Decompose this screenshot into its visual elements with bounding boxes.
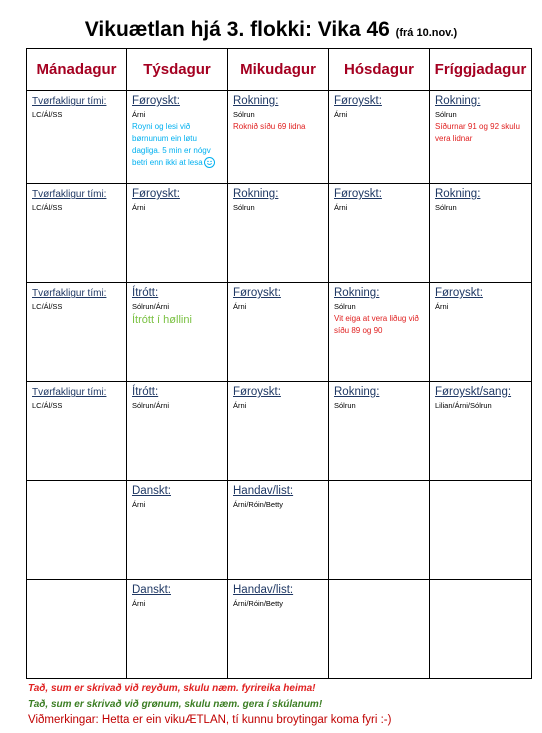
- schedule-cell: [329, 382, 430, 481]
- homework-note: [233, 121, 323, 133]
- day-header: Mikudagur: [228, 49, 329, 91]
- schedule-cell: [127, 184, 228, 283]
- schedule-cell: [430, 481, 532, 580]
- teacher-initials: Sólrun: [435, 203, 457, 212]
- subject-label: Handav/list:: [233, 485, 294, 497]
- schedule-row: [27, 382, 532, 481]
- schedule-cell: [228, 184, 329, 283]
- schedule-row: [27, 481, 532, 580]
- subject-label: Føroyskt/sang:: [435, 386, 512, 398]
- schedule-cell: [228, 382, 329, 481]
- homework-note-text: Ítrótt í høllini: [132, 314, 192, 326]
- schedule-cell: [228, 283, 329, 382]
- teacher-initials: Árni: [233, 401, 247, 410]
- schedule-cell: [127, 481, 228, 580]
- schedule-cell: [127, 580, 228, 679]
- schedule-cell: [430, 184, 532, 283]
- teacher-initials: Árni: [334, 110, 348, 119]
- schedule-row: [27, 283, 532, 382]
- schedule-cell: [27, 580, 127, 679]
- footer-note-green: Tað, sum er skrivað við grønum, skulu næm. gera í skúlanum!: [28, 699, 323, 710]
- schedule-cell: [27, 91, 127, 184]
- schedule-cell: [27, 382, 127, 481]
- schedule-cell: [430, 382, 532, 481]
- subject-label: Rokning:: [435, 95, 481, 107]
- subject-label: Rokning:: [435, 188, 481, 200]
- day-header: Mánadagur: [27, 49, 127, 91]
- subject-label: Danskt:: [132, 485, 171, 497]
- schedule-cell: [27, 184, 127, 283]
- teacher-initials: Sólrun/Árni: [132, 401, 170, 410]
- day-header: Týsdagur: [127, 49, 228, 91]
- subject-label: Tvørfakligur tími:: [32, 387, 107, 398]
- schedule-table: [26, 48, 532, 679]
- schedule-cell: [27, 481, 127, 580]
- homework-note: [435, 121, 526, 145]
- homework-note-text: Síðurnar 91 og 92 skulu vera lidnar: [435, 122, 520, 143]
- teacher-initials: Sólrun: [334, 401, 356, 410]
- subject-label: Rokning:: [334, 287, 380, 299]
- teacher-initials: LC/Ál/SS: [32, 110, 63, 119]
- schedule-cell: [228, 580, 329, 679]
- teacher-initials: Sólrun/Árni: [132, 302, 170, 311]
- teacher-initials: Sólrun: [233, 203, 255, 212]
- title-date: (frá 10.nov.): [395, 27, 458, 39]
- teacher-initials: Árni/Róin/Betty: [233, 599, 284, 608]
- teacher-initials: LC/Ál/SS: [32, 203, 63, 212]
- schedule-cell: [329, 184, 430, 283]
- subject-label: Føroyskt:: [334, 95, 382, 107]
- subject-label: Handav/list:: [233, 584, 294, 596]
- teacher-initials: Sólrun: [334, 302, 356, 311]
- schedule-cell: [430, 91, 532, 184]
- schedule-body: [27, 91, 532, 679]
- schedule-cell: [329, 91, 430, 184]
- subject-label: Føroyskt:: [132, 188, 180, 200]
- footer-remarks: Viðmerkingar: Hetta er ein vikuÆTLAN, tí kunnu broytingar koma fyri :-): [28, 714, 392, 726]
- teacher-initials: Árni: [132, 500, 146, 509]
- schedule-row: [27, 184, 532, 283]
- subject-label: Tvørfakligur tími:: [32, 189, 107, 200]
- schedule-cell: [127, 382, 228, 481]
- page-title: [0, 18, 542, 42]
- day-header-row: [27, 49, 532, 91]
- homework-note: [334, 313, 424, 337]
- teacher-initials: Sólrun: [233, 110, 255, 119]
- subject-label: Føroyskt:: [233, 386, 281, 398]
- schedule-cell: [329, 481, 430, 580]
- footer-note-red: Tað, sum er skrivað við reyðum, skulu næm. fyrireika heima!: [28, 683, 316, 694]
- subject-label: Rokning:: [233, 188, 279, 200]
- schedule-row: [27, 580, 532, 679]
- schedule-cell: [228, 481, 329, 580]
- day-header: Hósdagur: [329, 49, 430, 91]
- schedule-cell: [127, 91, 228, 184]
- schedule-cell: [27, 283, 127, 382]
- subject-label: Danskt:: [132, 584, 171, 596]
- smiley-icon: [204, 157, 215, 168]
- subject-label: Føroyskt:: [233, 287, 281, 299]
- schedule-cell: [329, 283, 430, 382]
- subject-label: Føroyskt:: [334, 188, 382, 200]
- teacher-initials: Árni: [334, 203, 348, 212]
- day-header: Fríggjadagur: [430, 49, 532, 91]
- teacher-initials: Árni: [132, 110, 146, 119]
- schedule-row: [27, 91, 532, 184]
- schedule-cell: [430, 283, 532, 382]
- subject-label: Rokning:: [334, 386, 380, 398]
- homework-note-text: Royni og lesi við børnunum ein løtu dagliga. 5 min er nógv betri enn ikki at lesa: [132, 122, 211, 167]
- subject-label: Tvørfakligur tími:: [32, 288, 107, 299]
- homework-note-text: Roknið síðu 69 lidna: [233, 122, 306, 131]
- subject-label: Føroyskt:: [435, 287, 483, 299]
- teacher-initials: LC/Ál/SS: [32, 401, 63, 410]
- teacher-initials: Sólrun: [435, 110, 457, 119]
- schedule-cell: [329, 580, 430, 679]
- teacher-initials: Árni: [132, 203, 146, 212]
- subject-label: Føroyskt:: [132, 95, 180, 107]
- subject-label: Ítrótt:: [132, 287, 159, 299]
- subject-label: Tvørfakligur tími:: [32, 96, 107, 107]
- schedule-cell: [430, 580, 532, 679]
- subject-label: Ítrótt:: [132, 386, 159, 398]
- schedule-cell: [127, 283, 228, 382]
- teacher-initials: Lilian/Árni/Sólrun: [435, 401, 492, 410]
- teacher-initials: Árni: [132, 599, 146, 608]
- schedule-cell: [228, 91, 329, 184]
- subject-label: Rokning:: [233, 95, 279, 107]
- homework-note: [132, 121, 222, 169]
- teacher-initials: Árni: [435, 302, 449, 311]
- teacher-initials: LC/Ál/SS: [32, 302, 63, 311]
- teacher-initials: Árni/Róin/Betty: [233, 500, 284, 509]
- teacher-initials: Árni: [233, 302, 247, 311]
- title-text: Vikuætlan hjá 3. flokki: Vika 46: [84, 18, 390, 41]
- homework-note: [132, 313, 222, 327]
- homework-note-text: Vit eiga at vera liðug við síðu 89 og 90: [334, 314, 419, 335]
